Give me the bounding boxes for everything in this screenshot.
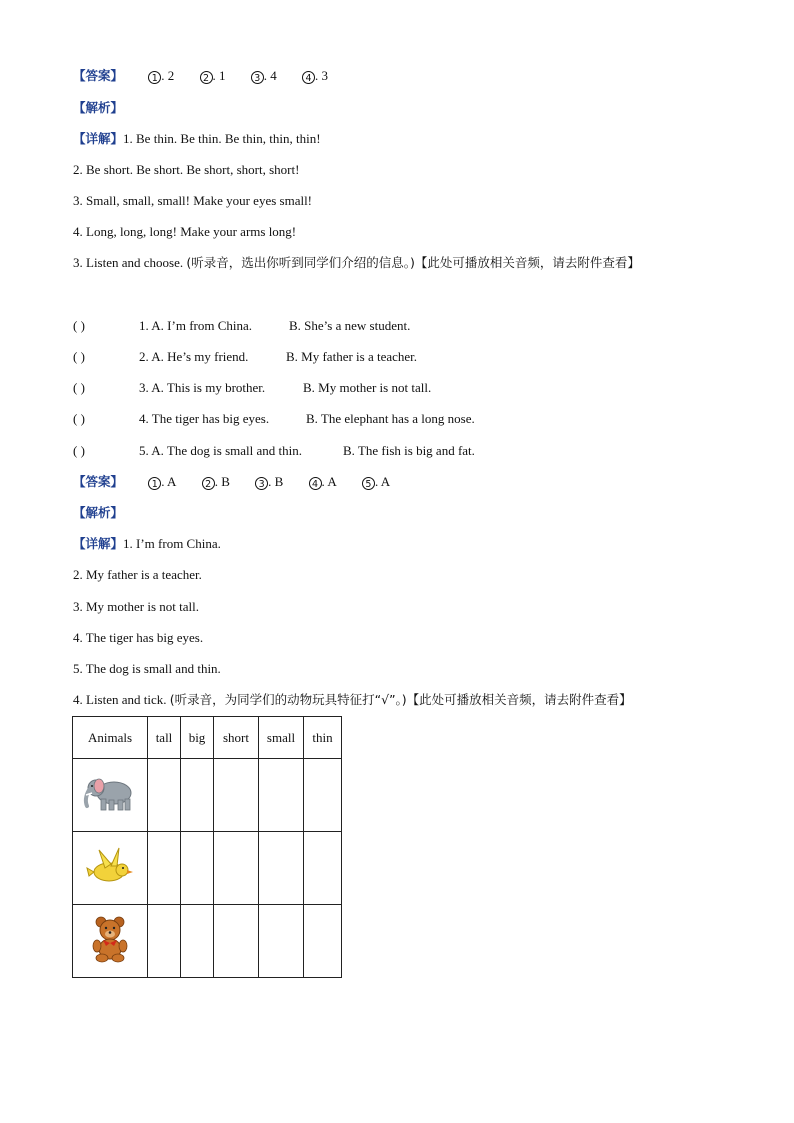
tick-table [72,716,342,978]
answer-line-3 [73,474,390,490]
tick-cell[interactable] [304,759,342,832]
detail-line: 3. My mother is not tall. [73,599,200,614]
answer-item: 4 . 3 [302,68,328,84]
answer-tag: 【答案】 [73,68,124,83]
header-tall: tall [148,717,181,759]
question-3-prompt: 3. Listen and choose. (听录音，选出你听到同学们介绍的信息。)【此处可播放相关音频，请去附件查看】 [73,255,640,270]
teddy-bear-icon [73,905,148,978]
detail-tag: 【详解】 [73,131,124,146]
detail-line: 3. Small, small, small! Make your eyes small! [73,193,313,208]
detail-line: 2. Be short. Be short. Be short, short, short! [73,162,300,177]
analysis-heading: 【解析】 [73,505,124,520]
answer-tag: 【答案】 [73,474,124,489]
detail-line: 【详解】1. Be thin. Be thin. Be thin, thin, thin! [73,131,321,146]
detail-line: 5. The dog is small and thin. [73,661,221,676]
header-thin: thin [304,717,342,759]
tick-cell[interactable] [181,759,214,832]
answer-item: 1 . A [148,474,176,490]
answer-item: 2 . B [202,474,230,490]
header-small: small [259,717,304,759]
tick-cell[interactable] [181,905,214,978]
answer-item: 5 . A [362,474,390,490]
table-row [73,905,342,978]
answer-blank[interactable]: ( ) [73,411,85,426]
tick-cell[interactable] [259,905,304,978]
header-short: short [214,717,259,759]
detail-line: 4. The tiger has big eyes. [73,630,204,645]
answer-blank[interactable]: ( ) [73,380,85,395]
analysis-heading: 【解析】 [73,100,124,115]
answer-item: 1 . 2 [148,68,174,84]
tick-cell[interactable] [214,832,259,905]
answer-line-1 [73,68,328,84]
elephant-icon [73,759,148,832]
detail-line: 4. Long, long, long! Make your arms long! [73,224,297,239]
detail-line: 【详解】1. I’m from China. [73,536,221,551]
question-4-prompt: 4. Listen and tick. (听录音，为同学们的动物玩具特征打“√”。)【此处可播放相关音频，请去附件查看】 [73,692,632,707]
choice-item: ( ) 2. A. He’s my friend. B. My father is a teacher. [73,349,418,364]
choice-item: ( ) 1. A. I’m from China. B. She’s a new student. [73,318,411,333]
tick-cell[interactable] [148,905,181,978]
bird-icon [73,832,148,905]
table-header-row [73,717,342,759]
tick-cell[interactable] [304,832,342,905]
answer-item: 3 . B [255,474,283,490]
answer-item: 3 . 4 [251,68,277,84]
table-row [73,832,342,905]
tick-cell[interactable] [148,832,181,905]
choice-item: ( ) 4. The tiger has big eyes. B. The elephant has a long nose. [73,411,475,426]
header-big: big [181,717,214,759]
tick-cell[interactable] [259,759,304,832]
tick-cell[interactable] [259,832,304,905]
table-row [73,759,342,832]
header-animals: Animals [73,717,148,759]
detail-tag: 【详解】 [73,536,124,551]
answer-blank[interactable]: ( ) [73,318,85,333]
tick-cell[interactable] [148,759,181,832]
answer-item: 4 . A [309,474,337,490]
tick-cell[interactable] [214,905,259,978]
answer-blank[interactable]: ( ) [73,349,85,364]
tick-cell[interactable] [214,759,259,832]
answer-blank[interactable]: ( ) [73,443,85,458]
choice-item: ( ) 5. A. The dog is small and thin. B. The fish is big and fat. [73,443,475,458]
tick-cell[interactable] [304,905,342,978]
choice-item: ( ) 3. A. This is my brother. B. My mother is not tall. [73,380,432,395]
tick-cell[interactable] [181,832,214,905]
detail-line: 2. My father is a teacher. [73,567,202,582]
answer-item: 2 . 1 [200,68,226,84]
